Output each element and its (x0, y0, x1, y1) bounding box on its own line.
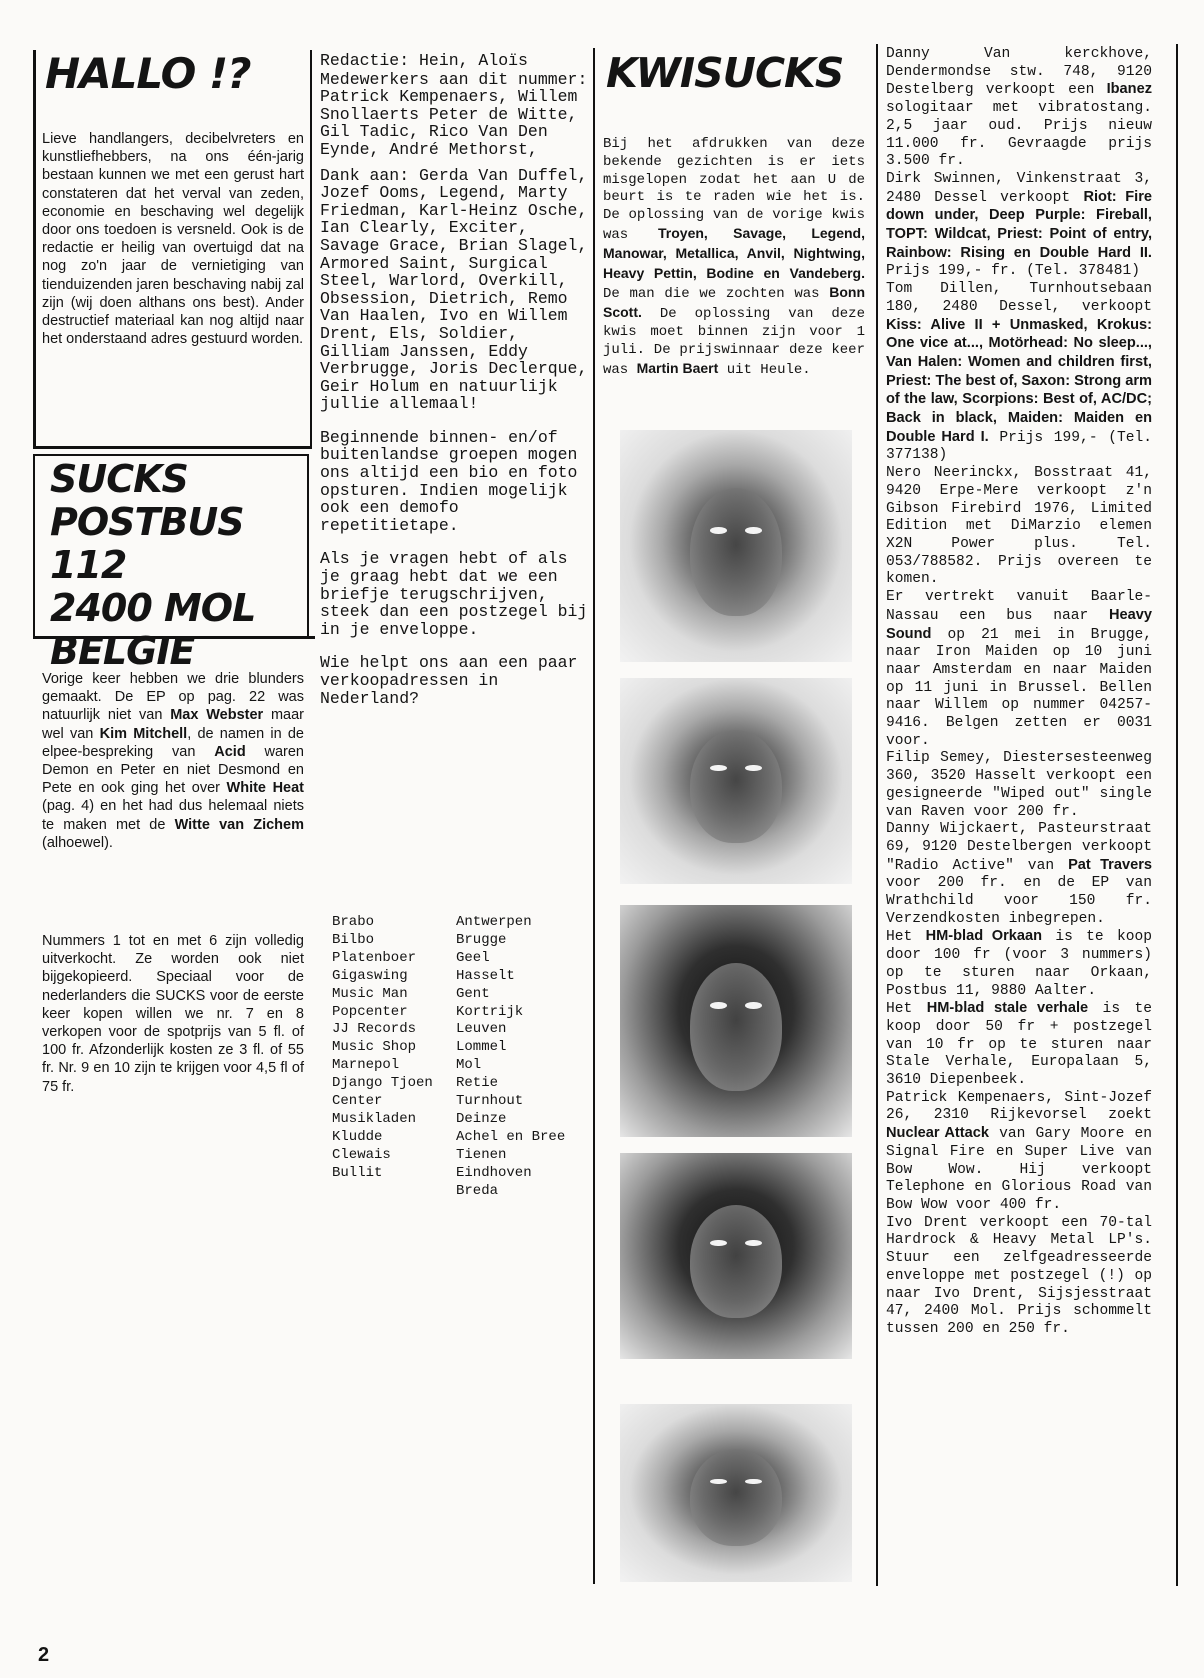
shop-name: Django Tjoen (332, 1075, 433, 1092)
blunders-name-kim-mitchell: Kim Mitchell (99, 725, 188, 742)
shop-city: Eindhoven (456, 1164, 532, 1181)
middle-column-rule (593, 48, 595, 1584)
shop-name: Center (332, 1093, 383, 1110)
classified-ad (886, 1215, 1152, 1339)
shop-name: Music Man (332, 985, 408, 1002)
blunders-text (42, 670, 304, 852)
credits-thanks: Dank aan: Gerda Van Duffel, Jozef Ooms, Legend, Marty Friedman, Karl-Heinz Osche, Ian Clearly, Exciter, Savage Grace, Brian Slagel, Armored Saint, Surgical Steel, Warlord, Overkill, Obsession, Dietrich, Remo Van Haalen, Ivo en Willem Drent, Els, Soldier, Gilliam Janssen, Eddy Verbrugge, Joris Declerque, Geir Holum en natuurlijk jullie allemaal! (320, 165, 588, 414)
shop-name (332, 1183, 433, 1201)
blunders-name-witte-van-zichem: Witte van Zichem (174, 816, 304, 833)
classified-ad (886, 1000, 1152, 1090)
shop-city: Antwerpen (456, 914, 532, 930)
quiz-photo-5 (620, 1404, 852, 1582)
blunders-name-acid: Acid (214, 743, 246, 760)
classified-ad (886, 928, 1152, 1000)
shop-name: Music Shop (332, 1039, 417, 1056)
shop-name: Bullit (332, 1164, 383, 1181)
hallo-bottom-rule (33, 446, 312, 449)
hallo-right-rule (310, 50, 312, 448)
classified-text-end: is te koop door 100 fr (voor 3 nummers) op te sturen naar Orkaan, Postbus 11, 9880 Aalter. (886, 929, 1152, 999)
classified-ad (886, 171, 1152, 281)
credits-bands: Beginnende binnen- en/of buitenlandse groepen mogen ons altijd een bio en foto opsturen. Indien mogelijk ook een demofo repetitietape. (320, 427, 578, 535)
address-line-3: 2400 MOL (50, 586, 256, 630)
shop-city: Achel en Bree (456, 1128, 566, 1145)
shop-city: Mol (456, 1057, 482, 1074)
classified-highlight: Heavy Sound (886, 606, 1152, 642)
credits-editors: Redactie: Hein, Aloïs (320, 51, 528, 70)
shop-city: Brugge (456, 931, 507, 948)
classified-highlight: HM-blad stale verhale (926, 1000, 1089, 1017)
credits-questions: Als je vragen hebt of als je graag hebt dat we een briefje terugschrijven, steek dan een postzegel bij in je enveloppe. (320, 549, 588, 639)
back-issues-text: Nummers 1 tot en met 6 zijn volledig uitverkocht. Ze worden ook niet bijgekopieerd. Speciaal voor de nederlanders die SUCKS voor de eerste keer kopen willen we nr. 7 en 8 verkopen voor de spotprijs van 5 fl. of 100 fr. Afzonderlijk kosten ze 3 fl. of 55 fr. Nr. 9 en 10 zijn te krijgen voor 4,5 fl of 75 fr. (42, 933, 304, 1095)
classified-highlight: HM-blad Orkaan (925, 928, 1043, 945)
kwisucks-text-3: De oplossing van deze kwis moet binnen zijn voor 1 juli. De prijswinnaar deze keer was (603, 306, 865, 378)
shop-city: Retie (456, 1075, 499, 1092)
classified-ad (886, 465, 1152, 589)
kwisucks-text-1: Bij het afdrukken van deze bekende gezichten is er iets misgelopen zodat het aan U de beurt is te raden wie het is. De oplossing van de vorige kwis was (603, 136, 865, 243)
shop-city: Tienen (456, 1146, 507, 1163)
hallo-column (42, 130, 304, 440)
shop-city: Deinze (456, 1110, 507, 1127)
credits-column (320, 52, 592, 792)
shop-name: Marnepol (332, 1057, 400, 1074)
shop-city: Turnhout (456, 1093, 524, 1110)
classified-ad (886, 750, 1152, 821)
classified-text: Het (886, 929, 926, 946)
classified-text: Danny Wijckaert, Pasteurstraat 69, 9120 Destelbergen verkoopt "Radio Active" van (886, 821, 1152, 874)
classified-ad (886, 589, 1152, 750)
address-line-2: POSTBUS 112 (50, 500, 244, 587)
kwisucks-winner: Martin Baert (636, 359, 719, 376)
classified-text-end: Prijs 199,- fr. (Tel. 378481) (886, 263, 1140, 280)
classified-text: Danny Van kerckhove, Dendermondse stw. 748, 9120 Destelberg verkoopt een (886, 46, 1152, 99)
kwisucks-title: KWISUCKS (606, 49, 844, 97)
classified-ad (886, 821, 1152, 928)
classified-text-end: voor 200 fr. en de EP van Wrathchild voor 150 fr. Verzendkosten inbegrepen. (886, 875, 1152, 927)
shop-city: Gent (456, 985, 490, 1002)
classified-text: Er vertrekt vanuit Baarle-Nassau een bus naar (886, 589, 1152, 624)
classified-text-end: van Gary Moore en Signal Fire en Super Live van Bow Wow. Hij verkoopt Telephone en Glorious Road van Bow Wow voor 400 fr. (886, 1126, 1152, 1213)
page-right-rule (1176, 44, 1178, 1586)
classified-text-end: Prijs 199,- (Tel. 377138) (886, 429, 1153, 464)
shop-city: Leuven (456, 1021, 507, 1038)
classified-text: Filip Semey, Diestersesteenweg 360, 3520 Hasselt verkoopt een gesigneerde "Wiped out" single van Raven voor 200 fr. (886, 750, 1152, 820)
quiz-photo-3 (620, 905, 852, 1137)
shop-name: Brabo (332, 914, 375, 930)
classified-ad (886, 1090, 1152, 1215)
shop-city: Geel (456, 949, 490, 966)
blunders-text-4: , de namen in de elpee-bespreking van (42, 725, 305, 760)
kwisucks-text (603, 136, 865, 379)
shop-city: Lommel (456, 1039, 507, 1056)
blunders-text-1: Vorige keer hebben we drie blunders gemaakt. De EP op pag. 22 was natuurlijk niet (42, 671, 304, 724)
shop-cities-list (456, 914, 565, 1201)
kwisucks-man: Bonn Scott. (603, 284, 865, 321)
shop-name: Clewais (332, 1146, 391, 1163)
address-top-rule (33, 454, 309, 456)
blunders-text-6: (pag. 4) en het had dus helemaal niets te maken met de (42, 798, 304, 833)
credits-netherlands: Wie helpt ons aan een paar verkoopadressen in Nederland? (320, 653, 578, 708)
blunders-text-2: van (139, 707, 171, 724)
shop-name: Kludde (332, 1128, 383, 1145)
classified-highlight: Kiss: Alive II + Unmasked, Krokus: One vice at..., Motörhead: No sleep..., Van Halen: Women and children first, Priest: The best of, Saxon: Strong arm of the law, Scorpions: Best of, AC/DC; Back in black, Maiden: Maiden en Double Hard I. (886, 316, 1152, 445)
classified-text: Dirk Swinnen, Vinkenstraat 3, 2480 Dessel verkoopt (886, 170, 1152, 206)
shop-city: Breda (456, 1182, 499, 1199)
classified-text-end: sologitaar met vibratostang. 2,5 jaar oud. Prijs nieuw 11.000 fr. Gevraagde prijs 3.500 fr. (886, 100, 1152, 170)
hallo-intro-text: Lieve handlangers, decibelvreters en kunstliefhebbers, na ons één-jarig bestaan kunnen we met een gerust hart constateren dat het verval van zeden, economie en beschaving wel degelijk door ons toedoen is versneld. Ook is de redactie er heilig van overtuigd dat na nog zo'n jaar de vernietiging van tienduizenden jaren beschaving nabij zal zijn (wij doen althans ons best). Ander destructief materiaal kan nog altijd naar het onderstaand adres gestuurd worden. (42, 131, 304, 348)
quiz-photo-2 (620, 678, 852, 884)
classified-highlight: Riot: Fire down under, Deep Purple: Fireball, TOPT: Wildcat, Priest: Point of entry, Rainbow: Rising en Double Hard II. (886, 188, 1152, 261)
kwisucks-text-4: uit Heule. (718, 361, 811, 378)
blunders-text-3: maar wel van (42, 707, 305, 742)
classified-text-end: is te koop door 50 fr + postzegel van 10 fr op te sturen naar Stale Verhale, Europalaan 5, 3610 Diepenbeek. (886, 1001, 1153, 1089)
blunders-column (42, 670, 304, 890)
right-column-rule (876, 44, 878, 1586)
classified-highlight: Pat Travers (1068, 856, 1152, 873)
classified-text-end: op 21 mei in Brugge, naar Iron Maiden op 10 juni naar Amsterdam en naar Maiden op 11 juni in Brussel. Bellen naar Willem op nummer 04257-9416. Belgen zetten er 0031 voor. (886, 626, 1152, 749)
kwisucks-text-2: De man die we zochten was (603, 286, 830, 303)
quiz-photo-1 (620, 430, 852, 662)
kwisucks-answers: Troyen, Savage, Legend, Manowar, Metallica, Anvil, Nightwing, Heavy Pettin, Bodine en Vandeberg. (603, 224, 865, 281)
shop-name: JJ Records (332, 1021, 417, 1038)
classified-text: Tom Dillen, Turnhoutsebaan 180, 2480 Dessel, verkoopt (886, 281, 1152, 315)
blunders-text-7: (alhoewel). (42, 834, 113, 851)
address-box (50, 457, 306, 673)
address-right-rule (307, 454, 309, 638)
shop-names-list (332, 914, 433, 1201)
left-border-rule (33, 50, 36, 448)
credits-contributors: Medewerkers aan dit nummer: Patrick Kempenaers, Willem Snollaerts Peter de Witte, Gil Tadic, Rico Van Den Eynde, André Methorst, (320, 69, 588, 159)
shop-name: Musikladen (332, 1110, 417, 1127)
classified-highlight: Nuclear Attack (886, 1125, 989, 1142)
address-line-4: BELGIE (50, 629, 195, 673)
classified-text: Patrick Kempenaers, Sint-Jozef 26, 2310 Rijkevorsel zoekt (886, 1089, 1152, 1124)
shop-city: Kortrijk (456, 1003, 524, 1020)
classified-ad (886, 281, 1152, 465)
shop-name: Platenboer (332, 949, 417, 966)
classified-ad (886, 46, 1152, 171)
address-left-rule (33, 454, 35, 638)
classifieds-column (886, 46, 1152, 1476)
address-line-1: SUCKS (50, 457, 188, 501)
shop-name: Bilbo (332, 931, 375, 948)
kwisucks-column (603, 136, 865, 406)
quiz-photo-4 (620, 1153, 852, 1359)
classified-highlight: Ibanez (1106, 81, 1152, 98)
classified-text: Ivo Drent verkoopt een 70-tal Hardrock & Heavy Metal LP's. Stuur een zelfgeadresseerde enveloppe met postzegel (!) op naar Ivo Drent, Sijsjesstraat 47, 2400 Mol. Prijs schommelt tussen 200 en 250 fr. (886, 1214, 1152, 1337)
blunders-text-5: waren Demon en Peter en niet Desmond en Pete en ook ging het over (42, 743, 304, 797)
shop-name: Popcenter (332, 1003, 408, 1020)
classified-text: Het (886, 1001, 927, 1018)
hallo-title: HALLO !? (45, 49, 251, 98)
blunders-name-max-webster: Max Webster (170, 707, 264, 724)
page-number: 2 (38, 1644, 50, 1666)
blunders-name-white-heat: White Heat (226, 780, 304, 797)
shop-name: Gigaswing (332, 967, 408, 984)
shop-city: Hasselt (456, 967, 515, 984)
back-issues-column (42, 932, 304, 1152)
classified-text: Nero Neerinckx, Bosstraat 41, 9420 Erpe-Mere verkoopt z'n Gibson Firebird 1976, Limited Edition met DiMarzio elemen X2N Power plus. Tel. 053/788582. Prijs overeen te komen. (886, 465, 1152, 588)
